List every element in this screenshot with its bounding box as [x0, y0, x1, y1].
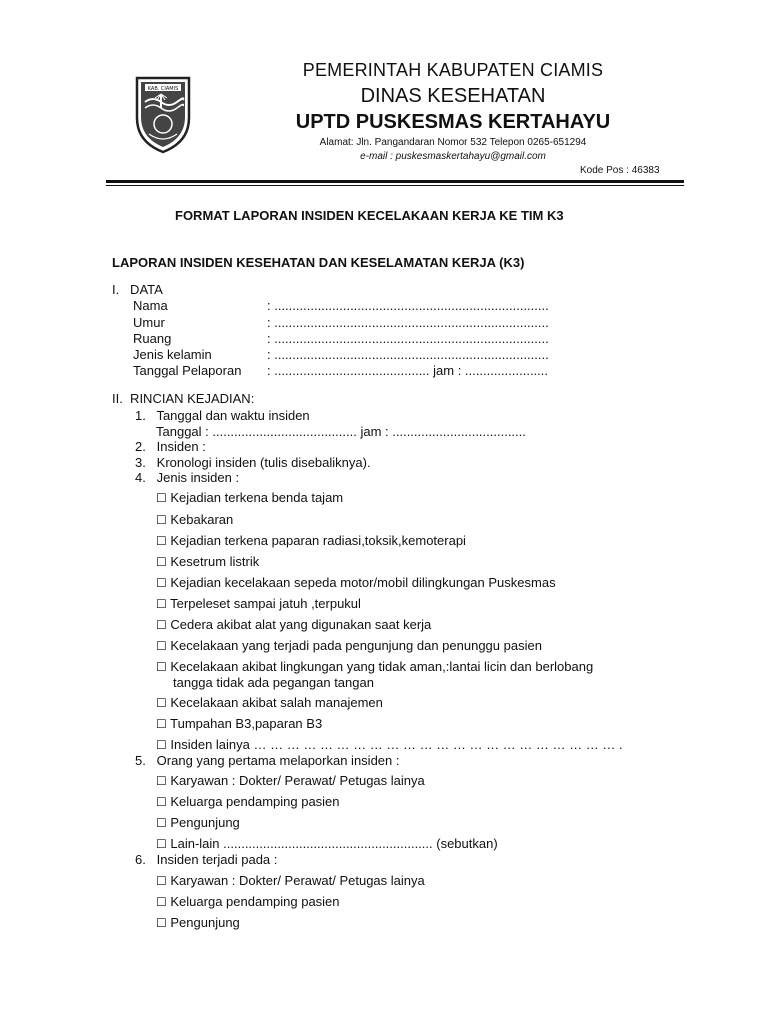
option-label: Kecelakaan yang terjadi pada pengunjung dan penunggu pasien [170, 638, 542, 653]
option-label: Pengunjung [170, 815, 240, 830]
checkbox-icon[interactable]: ☐ [156, 597, 167, 611]
option-label: Kesetrum listrik [170, 554, 260, 569]
terjadi-option[interactable] [156, 894, 340, 909]
option-label: Kejadian terkena paparan radiasi,toksik,kemoterapi [170, 533, 466, 548]
checkbox-icon[interactable]: ☐ [156, 816, 167, 830]
option-label: Karyawan : Dokter/ Perawat/ Petugas lainya [170, 873, 425, 888]
form-subtitle: LAPORAN INSIDEN KESEHATAN DAN KESELAMATAN KERJA (K3) [112, 255, 525, 270]
terjadi-option[interactable] [156, 873, 425, 888]
letterhead-institution: UPTD PUSKESMAS KERTAHAYU [295, 111, 611, 133]
jenis-option[interactable] [156, 617, 431, 632]
option-label-continuation: tangga tidak ada pegangan tangan [173, 675, 374, 690]
checkbox-icon[interactable]: ☐ [156, 576, 167, 590]
field-label-ruang: Ruang [133, 331, 172, 346]
letterhead-email: e-mail : puskesmaskertahayu@gmail.com [360, 151, 546, 162]
checkbox-icon[interactable]: ☐ [156, 916, 167, 930]
option-label: Kebakaran [170, 512, 234, 527]
checkbox-icon[interactable]: ☐ [156, 555, 167, 569]
pelapor-option[interactable] [156, 794, 340, 809]
option-label: Keluarga pendamping pasien [170, 794, 340, 809]
letterhead-postal-code: Kode Pos : 46383 [580, 165, 660, 176]
field-blank-nama[interactable]: : ............................................................................ [267, 298, 549, 313]
checkbox-icon[interactable]: ☐ [156, 717, 167, 731]
option-label: Keluarga pendamping pasien [170, 894, 340, 909]
jenis-option[interactable] [156, 490, 343, 505]
checkbox-icon[interactable]: ☐ [156, 660, 167, 674]
pelapor-option[interactable] [156, 773, 425, 788]
field-blank-ruang[interactable]: : ............................................................................ [267, 331, 549, 346]
item-5-pelapor: 5. Orang yang pertama melaporkan insiden : [135, 753, 400, 768]
option-label: Cedera akibat alat yang digunakan saat kerja [170, 617, 432, 632]
option-label: Kejadian kecelakaan sepeda motor/mobil dilingkungan Puskesmas [170, 575, 556, 590]
field-label-nama: Nama [133, 298, 168, 313]
ciamis-regency-emblem [131, 72, 195, 156]
letterhead-address: Alamat: Jln. Pangandaran Nomor 532 Telepon 0265-651294 [319, 137, 587, 148]
jenis-option[interactable] [156, 533, 466, 548]
checkbox-icon[interactable]: ☐ [156, 639, 167, 653]
item-2-insiden: 2. Insiden : [135, 439, 206, 454]
section-rincian-heading: II. RINCIAN KEJADIAN: [112, 391, 255, 406]
item-4-jenis-insiden: 4. Jenis insiden : [135, 470, 240, 485]
item-6-insiden-terjadi-pada: 6. Insiden terjadi pada : [135, 852, 278, 867]
letterhead-divider-thick [106, 180, 684, 183]
checkbox-icon[interactable]: ☐ [156, 738, 167, 752]
checkbox-icon[interactable]: ☐ [156, 696, 167, 710]
letterhead-divider-thin [106, 185, 684, 186]
checkbox-icon[interactable]: ☐ [156, 534, 167, 548]
option-label: Terpeleset sampai jatuh ,terpukul [170, 596, 361, 611]
checkbox-icon[interactable]: ☐ [156, 774, 167, 788]
item-1-tanggal-waktu: 1. Tanggal dan waktu insiden [135, 408, 310, 423]
checkbox-icon[interactable]: ☐ [156, 491, 167, 505]
checkbox-icon[interactable]: ☐ [156, 895, 167, 909]
pelapor-option[interactable] [156, 836, 498, 851]
option-label: Tumpahan B3,paparan B3 [170, 716, 323, 731]
checkbox-icon[interactable]: ☐ [156, 874, 167, 888]
checkbox-icon[interactable]: ☐ [156, 837, 167, 851]
terjadi-option[interactable] [156, 915, 240, 930]
jenis-option[interactable] [156, 596, 361, 611]
option-label: Pengunjung [170, 915, 240, 930]
item-3-kronologi: 3. Kronologi insiden (tulis disebaliknya). [135, 455, 371, 470]
option-label: Insiden lainya … … … … … … … … … … … … … … … … … … … … … … . [170, 737, 623, 752]
field-blank-jenis-kelamin[interactable]: : ............................................................................ [267, 347, 549, 362]
emblem-caption: KAB. CIAMIS [147, 86, 179, 92]
jenis-option[interactable] [156, 695, 383, 710]
letterhead-government: PEMERINTAH KABUPATEN CIAMIS [302, 60, 604, 80]
pelapor-option[interactable] [156, 815, 240, 830]
jenis-option[interactable] [156, 575, 556, 590]
form-title: FORMAT LAPORAN INSIDEN KECELAKAAN KERJA KE TIM K3 [175, 208, 564, 223]
jenis-option[interactable] [156, 659, 593, 674]
letterhead-agency: DINAS KESEHATAN [360, 85, 546, 107]
option-label: Lain-lain .......................................................... (sebutkan) [170, 836, 498, 851]
checkbox-icon[interactable]: ☐ [156, 795, 167, 809]
checkbox-icon[interactable]: ☐ [156, 618, 167, 632]
field-blank-umur[interactable]: : ............................................................................ [267, 315, 549, 330]
field-label-jenis-kelamin: Jenis kelamin [133, 347, 212, 362]
section-data-heading: I. DATA [112, 282, 163, 297]
option-label: Kecelakaan akibat salah manajemen [170, 695, 383, 710]
checkbox-icon[interactable]: ☐ [156, 513, 167, 527]
field-blank-tanggal-pelaporan[interactable]: : ........................................... jam : ....................... [267, 363, 548, 378]
option-label: Kecelakaan akibat lingkungan yang tidak aman,:lantai licin dan berlobang [170, 659, 594, 674]
option-label: Karyawan : Dokter/ Perawat/ Petugas lainya [170, 773, 425, 788]
field-label-umur: Umur [133, 315, 165, 330]
field-label-tanggal-pelaporan: Tanggal Pelaporan [133, 363, 242, 378]
item-1-blank-line[interactable]: Tanggal : ........................................ jam : ..................................... [156, 424, 526, 439]
jenis-option[interactable] [156, 554, 259, 569]
jenis-option[interactable] [156, 716, 322, 731]
jenis-option[interactable] [156, 638, 542, 653]
jenis-option[interactable] [156, 512, 233, 527]
jenis-option[interactable] [156, 737, 623, 752]
option-label: Kejadian terkena benda tajam [170, 490, 344, 505]
